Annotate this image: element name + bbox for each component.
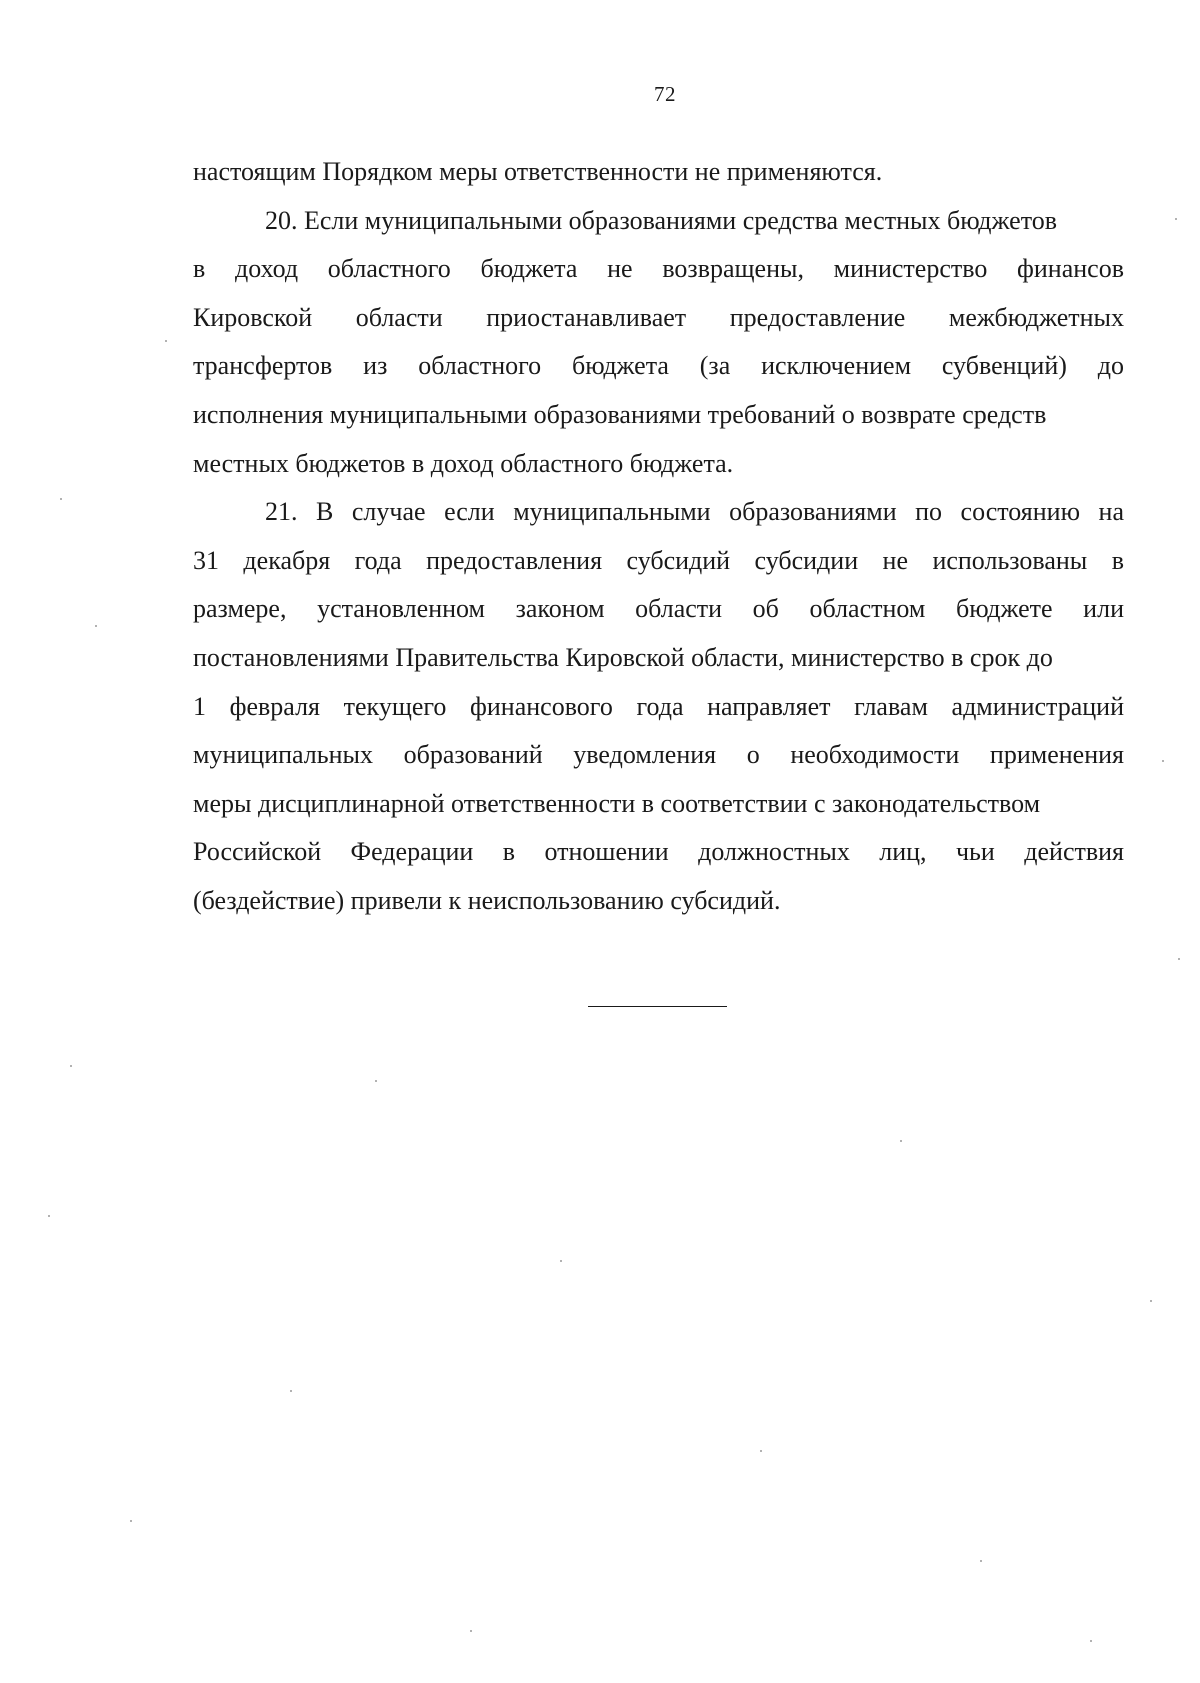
paragraph-21-line: (бездействие) привели к неиспользованию субсидий. (193, 885, 781, 915)
end-of-document-rule (588, 1006, 727, 1007)
scan-speck (1178, 958, 1180, 960)
paragraph-21-line: 1 февраля текущего финансового года направляет главам администраций (193, 691, 1124, 721)
paragraph-20-line: в доход областного бюджета не возвращены, министерство финансов (193, 254, 1124, 284)
scan-speck (375, 1080, 377, 1082)
paragraph-21-line: меры дисциплинарной ответственности в соответствии с законодательством (193, 788, 1041, 818)
scan-speck (1150, 1300, 1152, 1302)
scan-speck (70, 1065, 72, 1067)
paragraph-21-line: Российской Федерации в отношении должностных лиц, чьи действия (193, 837, 1124, 867)
scan-speck (980, 1560, 982, 1562)
paragraph-21-line: постановлениями Правительства Кировской области, министерство в срок до (193, 642, 1053, 672)
scan-speck (130, 1520, 132, 1522)
paragraph-21-line: 21. В случае если муниципальными образованиями по состоянию на (265, 497, 1124, 527)
scan-speck (560, 1260, 562, 1262)
scan-speck (1162, 760, 1164, 762)
page-number: 72 (654, 82, 676, 106)
scan-speck (900, 1140, 902, 1142)
paragraph-20-line: трансфертов из областного бюджета (за исключением субвенций) до (193, 351, 1124, 381)
document-body (193, 148, 1124, 926)
scan-speck (165, 340, 167, 342)
text-line: настоящим Порядком меры ответственности не применяются. (193, 157, 883, 186)
scan-speck (60, 498, 62, 500)
paragraph-20-line: Кировской области приостанавливает предоставление межбюджетных (193, 302, 1124, 332)
paragraph-21-line: размере, установленном законом области об областном бюджете или (193, 594, 1124, 624)
scan-speck (95, 625, 97, 627)
scan-speck (470, 1630, 472, 1632)
scan-speck (48, 1215, 50, 1217)
paragraph-20-line: 20. Если муниципальными образованиями средства местных бюджетов (265, 205, 1057, 235)
scan-speck (1175, 218, 1177, 220)
paragraph-21-line: муниципальных образований уведомления о необходимости применения (193, 740, 1124, 770)
scan-speck (290, 1390, 292, 1392)
paragraph-20-line: местных бюджетов в доход областного бюджета. (193, 448, 734, 478)
scan-speck (1090, 1640, 1092, 1642)
scan-speck (760, 1450, 762, 1452)
paragraph-20-line: исполнения муниципальными образованиями требований о возврате средств (193, 399, 1047, 429)
paragraph-21-line: 31 декабря года предоставления субсидий субсидии не использованы в (193, 545, 1124, 575)
